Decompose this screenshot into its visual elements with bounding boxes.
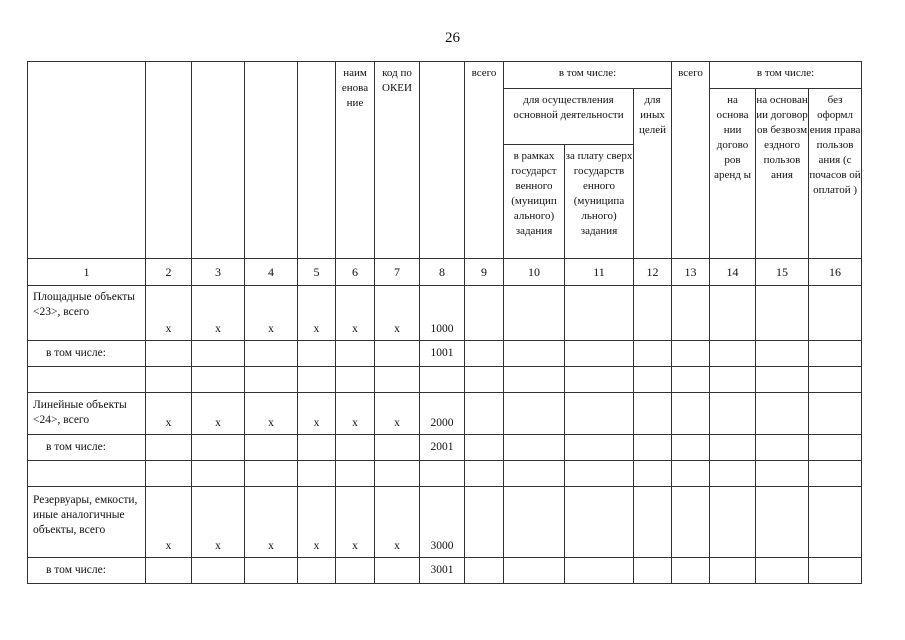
row-label: Резервуары, емкости, иные аналогичные объекты, всего	[28, 487, 146, 558]
empty-cell	[710, 286, 756, 341]
header-cell-8	[420, 62, 465, 259]
row-code: 3001	[420, 558, 465, 584]
col-number: 16	[809, 259, 862, 286]
empty-cell	[504, 393, 565, 435]
empty-cell	[756, 367, 809, 393]
empty-cell	[710, 461, 756, 487]
empty-cell	[245, 558, 298, 584]
col-number: 7	[375, 259, 420, 286]
empty-cell	[298, 367, 336, 393]
empty-cell	[634, 341, 672, 367]
empty-cell	[336, 367, 375, 393]
header-lease-basis: на основа нии догово ров аренд ы	[710, 89, 756, 259]
x-mark: х	[245, 393, 298, 435]
row-code: 2001	[420, 435, 465, 461]
empty-cell	[375, 367, 420, 393]
row-label: Площадные объекты <23>, всего	[28, 286, 146, 341]
empty-cell	[809, 367, 862, 393]
x-mark: х	[146, 286, 192, 341]
col-number: 9	[465, 259, 504, 286]
empty-cell	[298, 435, 336, 461]
empty-cell	[565, 435, 634, 461]
empty-cell	[565, 461, 634, 487]
empty-cell	[465, 286, 504, 341]
empty-cell	[809, 286, 862, 341]
x-mark: х	[298, 286, 336, 341]
empty-cell	[634, 558, 672, 584]
empty-cell	[504, 367, 565, 393]
empty-cell	[465, 341, 504, 367]
row-code: 2000	[420, 393, 465, 435]
empty-cell	[245, 367, 298, 393]
empty-cell	[336, 461, 375, 487]
table-row-tanks	[28, 487, 862, 558]
empty-cell	[465, 367, 504, 393]
row-label: в том числе:	[28, 341, 146, 367]
x-mark: х	[245, 286, 298, 341]
empty-cell	[192, 461, 245, 487]
empty-cell	[672, 341, 710, 367]
header-row-1	[28, 62, 862, 89]
empty-cell	[756, 286, 809, 341]
table-row-linear-including	[28, 435, 862, 461]
empty-cell	[375, 341, 420, 367]
empty-cell	[465, 461, 504, 487]
empty-cell	[192, 435, 245, 461]
empty-cell	[504, 286, 565, 341]
table-row-area-objects	[28, 286, 862, 341]
empty-cell	[809, 435, 862, 461]
empty-cell	[375, 435, 420, 461]
empty-cell	[420, 461, 465, 487]
empty-cell	[504, 341, 565, 367]
table-row-area-including	[28, 341, 862, 367]
empty-cell	[756, 435, 809, 461]
empty-cell	[28, 367, 146, 393]
col-number: 11	[565, 259, 634, 286]
column-numbers-row	[28, 259, 862, 286]
empty-cell	[146, 435, 192, 461]
empty-cell	[465, 558, 504, 584]
empty-cell	[146, 558, 192, 584]
empty-cell	[809, 558, 862, 584]
table-row-linear-objects	[28, 393, 862, 435]
empty-cell	[634, 435, 672, 461]
empty-cell	[634, 367, 672, 393]
header-cell-5	[298, 62, 336, 259]
x-mark: х	[192, 487, 245, 558]
row-code: 1000	[420, 286, 465, 341]
x-mark: х	[375, 487, 420, 558]
x-mark: х	[245, 487, 298, 558]
header-cell-1	[28, 62, 146, 259]
empty-cell	[504, 558, 565, 584]
empty-cell	[192, 367, 245, 393]
empty-cell	[375, 461, 420, 487]
empty-cell	[756, 341, 809, 367]
empty-cell	[565, 558, 634, 584]
empty-cell	[672, 393, 710, 435]
empty-cell	[298, 461, 336, 487]
empty-cell	[336, 558, 375, 584]
page-number: 26	[445, 30, 460, 46]
empty-cell	[245, 341, 298, 367]
empty-cell	[672, 435, 710, 461]
x-mark: х	[146, 487, 192, 558]
col-number: 5	[298, 259, 336, 286]
x-mark: х	[336, 286, 375, 341]
empty-cell	[375, 558, 420, 584]
empty-cell	[672, 367, 710, 393]
x-mark: х	[375, 286, 420, 341]
header-cell-3	[192, 62, 245, 259]
empty-cell	[192, 558, 245, 584]
empty-cell	[672, 487, 710, 558]
report-table	[27, 61, 862, 584]
empty-cell	[634, 393, 672, 435]
header-name: наим енова ние	[336, 62, 375, 259]
empty-cell	[756, 558, 809, 584]
empty-cell	[809, 461, 862, 487]
header-total-b: всего	[672, 62, 710, 259]
header-total-a: всего	[465, 62, 504, 259]
empty-cell	[634, 487, 672, 558]
empty-cell	[465, 435, 504, 461]
empty-cell	[809, 487, 862, 558]
header-no-formal-right: без оформл ения права пользов ания (с почасов ой оплатой )	[809, 89, 862, 259]
empty-cell	[565, 393, 634, 435]
empty-cell	[710, 341, 756, 367]
empty-cell	[809, 341, 862, 367]
empty-cell	[634, 286, 672, 341]
empty-cell	[565, 341, 634, 367]
x-mark: х	[336, 487, 375, 558]
col-number: 12	[634, 259, 672, 286]
empty-cell	[672, 286, 710, 341]
col-number: 8	[420, 259, 465, 286]
empty-cell	[146, 341, 192, 367]
header-state-task: в рамках государст венного (муницип ального) задания	[504, 145, 565, 259]
empty-cell	[146, 367, 192, 393]
empty-cell	[710, 435, 756, 461]
x-mark: х	[146, 393, 192, 435]
row-code: 3000	[420, 487, 465, 558]
header-including-b: в том числе:	[710, 62, 862, 89]
empty-cell	[28, 461, 146, 487]
empty-cell	[672, 558, 710, 584]
x-mark: х	[298, 393, 336, 435]
header-paid-over-task: за плату сверх государств енного (муниципа льного) задания	[565, 145, 634, 259]
header-okei-code: код по ОКЕИ	[375, 62, 420, 259]
header-other-purposes: для иных целей	[634, 89, 672, 259]
header-cell-2	[146, 62, 192, 259]
col-number: 13	[672, 259, 710, 286]
x-mark: х	[192, 393, 245, 435]
empty-cell	[336, 341, 375, 367]
col-number: 14	[710, 259, 756, 286]
empty-cell	[298, 558, 336, 584]
empty-cell	[504, 435, 565, 461]
col-number: 2	[146, 259, 192, 286]
col-number: 10	[504, 259, 565, 286]
col-number: 1	[28, 259, 146, 286]
row-label: в том числе:	[28, 435, 146, 461]
empty-cell	[756, 393, 809, 435]
empty-cell	[465, 393, 504, 435]
table-row-blank	[28, 461, 862, 487]
empty-cell	[710, 367, 756, 393]
empty-cell	[298, 341, 336, 367]
x-mark: х	[298, 487, 336, 558]
empty-cell	[756, 461, 809, 487]
empty-cell	[245, 461, 298, 487]
empty-cell	[336, 435, 375, 461]
empty-cell	[245, 435, 298, 461]
empty-cell	[710, 393, 756, 435]
col-number: 3	[192, 259, 245, 286]
empty-cell	[192, 341, 245, 367]
row-label: Линейные объекты <24>, всего	[28, 393, 146, 435]
header-cell-4	[245, 62, 298, 259]
x-mark: х	[375, 393, 420, 435]
table-row-blank	[28, 367, 862, 393]
x-mark: х	[192, 286, 245, 341]
empty-cell	[710, 487, 756, 558]
empty-cell	[634, 461, 672, 487]
header-main-activity: для осуществления основной деятельности	[504, 89, 634, 145]
row-label: в том числе:	[28, 558, 146, 584]
empty-cell	[565, 487, 634, 558]
col-number: 4	[245, 259, 298, 286]
empty-cell	[672, 461, 710, 487]
header-including-a: в том числе:	[504, 62, 672, 89]
col-number: 6	[336, 259, 375, 286]
header-free-use-basis: на основан ии договор ов безвозм ездного пользов ания	[756, 89, 809, 259]
empty-cell	[504, 487, 565, 558]
row-code: 1001	[420, 341, 465, 367]
empty-cell	[710, 558, 756, 584]
empty-cell	[420, 367, 465, 393]
empty-cell	[565, 286, 634, 341]
empty-cell	[146, 461, 192, 487]
x-mark: х	[336, 393, 375, 435]
empty-cell	[809, 393, 862, 435]
empty-cell	[465, 487, 504, 558]
col-number: 15	[756, 259, 809, 286]
empty-cell	[504, 461, 565, 487]
table-row-tanks-including	[28, 558, 862, 584]
empty-cell	[565, 367, 634, 393]
empty-cell	[756, 487, 809, 558]
